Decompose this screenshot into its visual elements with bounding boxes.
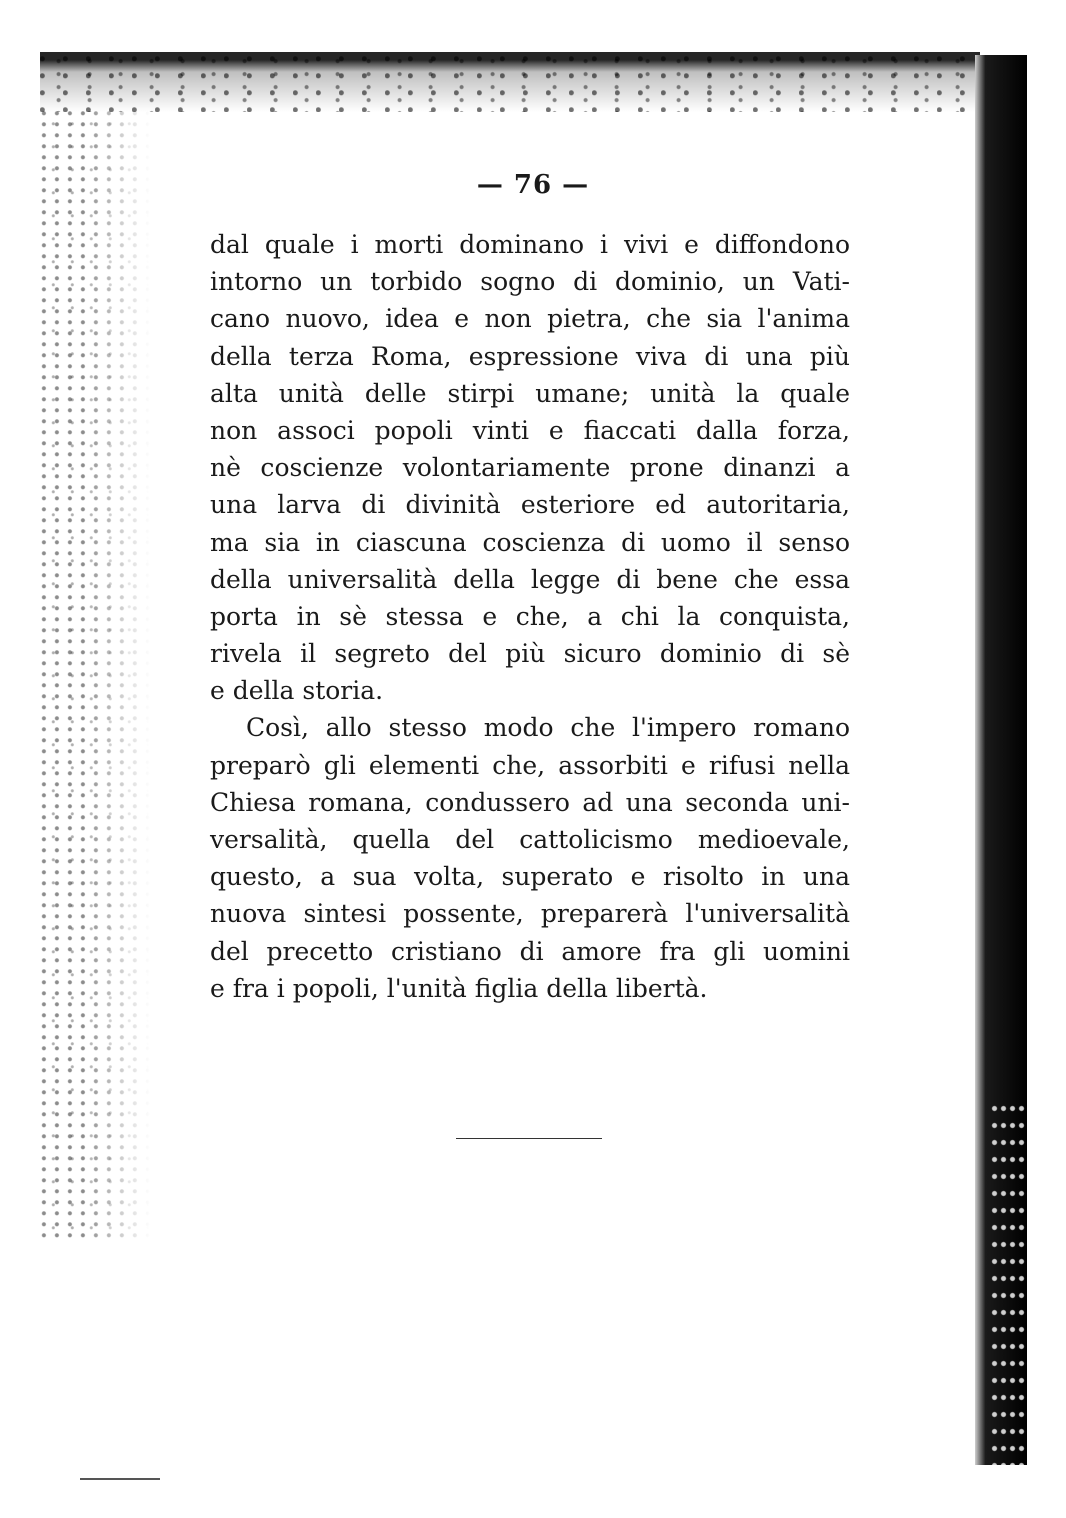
page-number: — 76 — (476, 170, 590, 200)
paragraph-1 (210, 226, 850, 709)
text-line: versalità, quella del cattolicismo medioevale, (210, 825, 850, 854)
text-line: Chiesa romana, condussero ad una seconda uni- (210, 787, 850, 817)
text-line: nuova sintesi possente, preparerà l'universalità (210, 899, 850, 929)
text-line: non associ popoli vinti e fiaccati dalla forza, (210, 415, 850, 445)
text-line: della universalità della legge di bene che essa (210, 564, 850, 594)
scan-noise-right (990, 1100, 1030, 1470)
text-line: cano nuovo, idea e non pietra, che sia l'anima (210, 304, 850, 334)
section-divider (456, 1138, 602, 1139)
text-line: una larva di divinità esteriore ed autoritaria, (210, 490, 850, 520)
text-line: ma sia in ciascuna coscienza di uomo il senso (210, 527, 850, 557)
text-line: alta unità delle stirpi umane; unità la quale (210, 378, 850, 408)
scan-mark-bottom (80, 1478, 160, 1480)
text-line: Così, allo stesso modo che l'impero romano (246, 713, 850, 743)
text-line: e fra i popoli, l'unità figlia della libertà. (210, 973, 708, 1003)
text-line: del precetto cristiano di amore fra gli uomini (210, 936, 850, 966)
text-line: e della storia. (210, 676, 384, 706)
scan-shadow-top (40, 52, 980, 112)
text-line: preparò gli elementi che, assorbiti e rifusi nella (210, 750, 850, 780)
text-line: questo, a sua volta, superato e risolto in una (210, 862, 850, 892)
body-text (210, 226, 850, 1007)
text-line: porta in sè stessa e che, a chi la conquista, (210, 601, 850, 631)
paragraph-2 (210, 709, 850, 1007)
scan-noise-left (40, 110, 150, 1240)
text-line: della terza Roma, espressione viva di una più (210, 341, 850, 371)
text-line: intorno un torbido sogno di dominio, un Vati- (210, 267, 850, 297)
text-line: nè coscienze volontariamente prone dinanzi a (210, 453, 850, 483)
text-line: rivela il segreto del più sicuro dominio di sè (210, 639, 850, 669)
text-line: dal quale i morti dominano i vivi e diffondono (210, 230, 850, 259)
